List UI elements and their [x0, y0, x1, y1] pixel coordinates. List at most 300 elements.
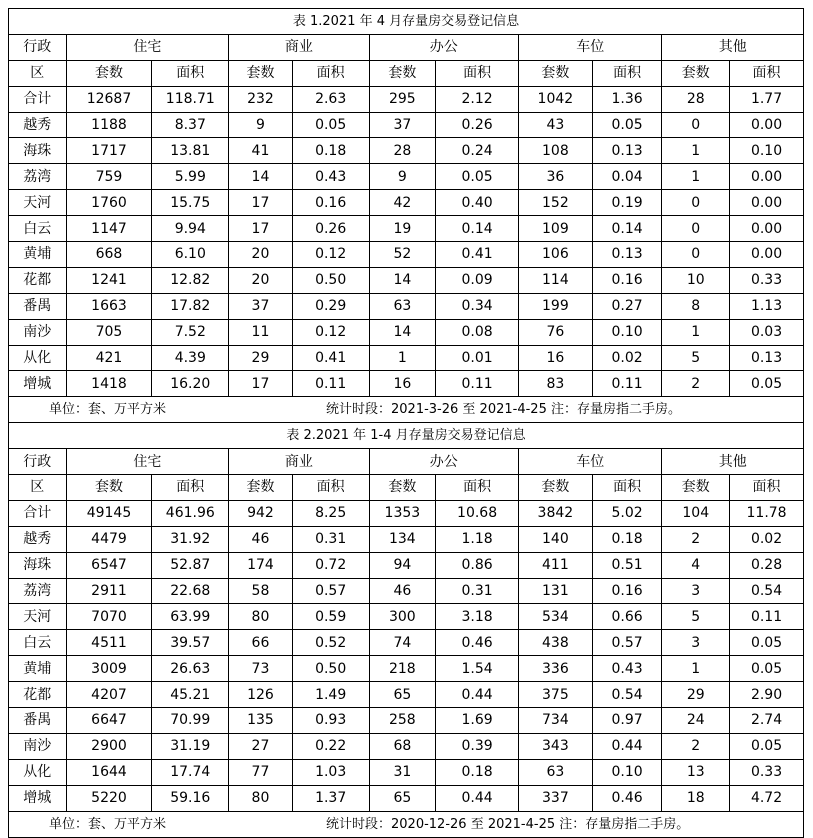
group-header: 商业	[229, 34, 369, 60]
value-cell: 11	[229, 319, 293, 345]
value-cell: 3	[662, 578, 730, 604]
value-cell: 0.34	[436, 293, 519, 319]
value-cell: 0.05	[730, 733, 804, 759]
value-cell: 22.68	[152, 578, 229, 604]
value-cell: 0.44	[436, 682, 519, 708]
table-title-row	[9, 9, 804, 35]
sets-header: 套数	[229, 475, 293, 501]
table-row	[9, 578, 804, 604]
value-cell: 461.96	[152, 500, 229, 526]
area-header: 面积	[292, 60, 369, 86]
sets-header: 套数	[662, 475, 730, 501]
value-cell: 1	[662, 656, 730, 682]
value-cell: 336	[519, 656, 593, 682]
value-cell: 140	[519, 526, 593, 552]
district-cell: 花都	[9, 682, 67, 708]
group-header: 办公	[369, 34, 518, 60]
value-cell: 0.43	[292, 164, 369, 190]
value-cell: 0.04	[592, 164, 662, 190]
group-header: 住宅	[66, 34, 229, 60]
area-header: 面积	[592, 60, 662, 86]
value-cell: 0.24	[436, 138, 519, 164]
table-row	[9, 267, 804, 293]
district-cell: 番禺	[9, 293, 67, 319]
table-title: 表 2.2021 年 1-4 月存量房交易登记信息	[9, 423, 804, 449]
value-cell: 0.26	[292, 216, 369, 242]
area-header: 面积	[152, 475, 229, 501]
value-cell: 9	[369, 164, 436, 190]
value-cell: 0.46	[436, 630, 519, 656]
value-cell: 0.43	[592, 656, 662, 682]
value-cell: 0.01	[436, 345, 519, 371]
area-header: 面积	[436, 60, 519, 86]
value-cell: 0.50	[292, 656, 369, 682]
area-header: 面积	[436, 475, 519, 501]
value-cell: 0.12	[292, 319, 369, 345]
period-note: 统计时段：2021-3-26 至 2021-4-25 注：存量房指二手房。	[326, 402, 681, 418]
value-cell: 0.22	[292, 733, 369, 759]
value-cell: 1644	[66, 759, 152, 785]
value-cell: 108	[519, 138, 593, 164]
value-cell: 232	[229, 86, 293, 112]
value-cell: 4479	[66, 526, 152, 552]
value-cell: 2.12	[436, 86, 519, 112]
value-cell: 2.74	[730, 708, 804, 734]
value-cell: 0.44	[592, 733, 662, 759]
group-header: 车位	[519, 34, 662, 60]
value-cell: 0.00	[730, 112, 804, 138]
value-cell: 1.49	[292, 682, 369, 708]
value-cell: 1042	[519, 86, 593, 112]
value-cell: 0.05	[730, 630, 804, 656]
value-cell: 1	[662, 164, 730, 190]
table-title-row	[9, 423, 804, 449]
value-cell: 0.19	[592, 190, 662, 216]
value-cell: 2	[662, 733, 730, 759]
value-cell: 0.39	[436, 733, 519, 759]
area-header: 面积	[730, 475, 804, 501]
value-cell: 74	[369, 630, 436, 656]
value-cell: 0.44	[436, 785, 519, 811]
value-cell: 8.37	[152, 112, 229, 138]
value-cell: 337	[519, 785, 593, 811]
value-cell: 0.08	[436, 319, 519, 345]
value-cell: 1.69	[436, 708, 519, 734]
value-cell: 63.99	[152, 604, 229, 630]
value-cell: 0.28	[730, 552, 804, 578]
value-cell: 0.09	[436, 267, 519, 293]
value-cell: 2900	[66, 733, 152, 759]
transaction-tables	[8, 8, 804, 838]
district-cell: 海珠	[9, 552, 67, 578]
sets-header: 套数	[369, 475, 436, 501]
value-cell: 16	[369, 371, 436, 397]
value-cell: 2911	[66, 578, 152, 604]
value-cell: 4.72	[730, 785, 804, 811]
value-cell: 9	[229, 112, 293, 138]
value-cell: 0.10	[592, 759, 662, 785]
value-cell: 0.10	[592, 319, 662, 345]
district-cell: 南沙	[9, 733, 67, 759]
value-cell: 258	[369, 708, 436, 734]
value-cell: 0.59	[292, 604, 369, 630]
value-cell: 0.11	[292, 371, 369, 397]
value-cell: 0.50	[292, 267, 369, 293]
value-cell: 77	[229, 759, 293, 785]
value-cell: 134	[369, 526, 436, 552]
value-cell: 0.33	[730, 267, 804, 293]
table-row	[9, 682, 804, 708]
value-cell: 65	[369, 682, 436, 708]
district-cell: 越秀	[9, 526, 67, 552]
group-header: 其他	[662, 449, 804, 475]
value-cell: 1188	[66, 112, 152, 138]
table-row	[9, 604, 804, 630]
value-cell: 174	[229, 552, 293, 578]
value-cell: 1	[662, 138, 730, 164]
value-cell: 0.52	[292, 630, 369, 656]
value-cell: 59.16	[152, 785, 229, 811]
district-cell: 增城	[9, 785, 67, 811]
header-row-metrics	[9, 475, 804, 501]
value-cell: 37	[229, 293, 293, 319]
document	[8, 8, 804, 838]
value-cell: 65	[369, 785, 436, 811]
value-cell: 6.10	[152, 242, 229, 268]
table-row	[9, 138, 804, 164]
region-header-cont: 区	[9, 475, 67, 501]
value-cell: 0.13	[592, 138, 662, 164]
district-cell: 天河	[9, 604, 67, 630]
value-cell: 1.03	[292, 759, 369, 785]
value-cell: 7070	[66, 604, 152, 630]
value-cell: 0.16	[292, 190, 369, 216]
region-header: 行政	[9, 34, 67, 60]
value-cell: 17	[229, 216, 293, 242]
value-cell: 0.02	[592, 345, 662, 371]
header-row-metrics	[9, 60, 804, 86]
value-cell: 0.66	[592, 604, 662, 630]
value-cell: 73	[229, 656, 293, 682]
value-cell: 6547	[66, 552, 152, 578]
sets-header: 套数	[66, 475, 152, 501]
value-cell: 1.77	[730, 86, 804, 112]
value-cell: 19	[369, 216, 436, 242]
table-row	[9, 630, 804, 656]
group-header: 办公	[369, 449, 518, 475]
value-cell: 58	[229, 578, 293, 604]
table-body	[9, 9, 804, 838]
table-row	[9, 242, 804, 268]
value-cell: 0.18	[292, 138, 369, 164]
value-cell: 46	[229, 526, 293, 552]
value-cell: 13.81	[152, 138, 229, 164]
district-cell: 合计	[9, 86, 67, 112]
district-cell: 海珠	[9, 138, 67, 164]
value-cell: 0.57	[592, 630, 662, 656]
value-cell: 0.10	[730, 138, 804, 164]
value-cell: 1.18	[436, 526, 519, 552]
district-cell: 荔湾	[9, 578, 67, 604]
value-cell: 942	[229, 500, 293, 526]
table-footer-row	[9, 811, 804, 837]
table-row	[9, 190, 804, 216]
value-cell: 0	[662, 242, 730, 268]
value-cell: 7.52	[152, 319, 229, 345]
value-cell: 70.99	[152, 708, 229, 734]
value-cell: 0.18	[592, 526, 662, 552]
value-cell: 24	[662, 708, 730, 734]
table-row	[9, 164, 804, 190]
value-cell: 76	[519, 319, 593, 345]
value-cell: 14	[229, 164, 293, 190]
value-cell: 0.03	[730, 319, 804, 345]
table-row	[9, 526, 804, 552]
value-cell: 16	[519, 345, 593, 371]
area-header: 面积	[730, 60, 804, 86]
table-row	[9, 371, 804, 397]
table-row	[9, 293, 804, 319]
value-cell: 0.00	[730, 216, 804, 242]
table-row	[9, 552, 804, 578]
header-row-groups	[9, 34, 804, 60]
value-cell: 4.39	[152, 345, 229, 371]
value-cell: 1.54	[436, 656, 519, 682]
value-cell: 2	[662, 371, 730, 397]
value-cell: 39.57	[152, 630, 229, 656]
value-cell: 0.33	[730, 759, 804, 785]
value-cell: 5.02	[592, 500, 662, 526]
value-cell: 1717	[66, 138, 152, 164]
value-cell: 1147	[66, 216, 152, 242]
value-cell: 29	[662, 682, 730, 708]
value-cell: 135	[229, 708, 293, 734]
table-row	[9, 86, 804, 112]
value-cell: 152	[519, 190, 593, 216]
value-cell: 0.00	[730, 164, 804, 190]
value-cell: 109	[519, 216, 593, 242]
value-cell: 14	[369, 267, 436, 293]
value-cell: 0.97	[592, 708, 662, 734]
value-cell: 8.25	[292, 500, 369, 526]
value-cell: 8	[662, 293, 730, 319]
district-cell: 从化	[9, 345, 67, 371]
value-cell: 0.12	[292, 242, 369, 268]
value-cell: 31.92	[152, 526, 229, 552]
district-cell: 从化	[9, 759, 67, 785]
value-cell: 28	[369, 138, 436, 164]
value-cell: 2.63	[292, 86, 369, 112]
value-cell: 41	[229, 138, 293, 164]
table-row	[9, 656, 804, 682]
value-cell: 218	[369, 656, 436, 682]
value-cell: 0	[662, 190, 730, 216]
value-cell: 0.18	[436, 759, 519, 785]
district-cell: 花都	[9, 267, 67, 293]
value-cell: 734	[519, 708, 593, 734]
value-cell: 300	[369, 604, 436, 630]
value-cell: 37	[369, 112, 436, 138]
value-cell: 83	[519, 371, 593, 397]
value-cell: 13	[662, 759, 730, 785]
value-cell: 3842	[519, 500, 593, 526]
value-cell: 31	[369, 759, 436, 785]
value-cell: 1353	[369, 500, 436, 526]
value-cell: 106	[519, 242, 593, 268]
value-cell: 0.05	[592, 112, 662, 138]
value-cell: 68	[369, 733, 436, 759]
value-cell: 4	[662, 552, 730, 578]
value-cell: 126	[229, 682, 293, 708]
value-cell: 0.16	[592, 267, 662, 293]
district-cell: 增城	[9, 371, 67, 397]
value-cell: 17.82	[152, 293, 229, 319]
table-row	[9, 500, 804, 526]
value-cell: 375	[519, 682, 593, 708]
value-cell: 3.18	[436, 604, 519, 630]
table-footer	[9, 397, 804, 423]
value-cell: 3009	[66, 656, 152, 682]
value-cell: 18	[662, 785, 730, 811]
value-cell: 1663	[66, 293, 152, 319]
table-footer	[9, 811, 804, 837]
value-cell: 63	[369, 293, 436, 319]
value-cell: 0.27	[592, 293, 662, 319]
value-cell: 52	[369, 242, 436, 268]
value-cell: 5	[662, 345, 730, 371]
value-cell: 27	[229, 733, 293, 759]
value-cell: 0	[662, 216, 730, 242]
table-row	[9, 733, 804, 759]
value-cell: 343	[519, 733, 593, 759]
table-row	[9, 345, 804, 371]
value-cell: 10	[662, 267, 730, 293]
value-cell: 0.13	[592, 242, 662, 268]
value-cell: 0.41	[436, 242, 519, 268]
group-header: 商业	[229, 449, 369, 475]
value-cell: 0.31	[292, 526, 369, 552]
group-header: 住宅	[66, 449, 229, 475]
value-cell: 28	[662, 86, 730, 112]
value-cell: 705	[66, 319, 152, 345]
district-cell: 白云	[9, 216, 67, 242]
value-cell: 0.14	[436, 216, 519, 242]
value-cell: 295	[369, 86, 436, 112]
table-row	[9, 112, 804, 138]
value-cell: 1	[662, 319, 730, 345]
area-header: 面积	[152, 60, 229, 86]
value-cell: 0.02	[730, 526, 804, 552]
value-cell: 0.14	[592, 216, 662, 242]
value-cell: 10.68	[436, 500, 519, 526]
value-cell: 0.54	[730, 578, 804, 604]
value-cell: 1760	[66, 190, 152, 216]
value-cell: 0.05	[436, 164, 519, 190]
value-cell: 0.05	[730, 656, 804, 682]
value-cell: 4207	[66, 682, 152, 708]
value-cell: 12687	[66, 86, 152, 112]
value-cell: 0.93	[292, 708, 369, 734]
value-cell: 668	[66, 242, 152, 268]
value-cell: 6647	[66, 708, 152, 734]
value-cell: 5.99	[152, 164, 229, 190]
district-cell: 黄埔	[9, 656, 67, 682]
value-cell: 5	[662, 604, 730, 630]
value-cell: 0.05	[730, 371, 804, 397]
value-cell: 1418	[66, 371, 152, 397]
sets-header: 套数	[519, 60, 593, 86]
value-cell: 0	[662, 112, 730, 138]
value-cell: 36	[519, 164, 593, 190]
value-cell: 1	[369, 345, 436, 371]
value-cell: 0.16	[592, 578, 662, 604]
value-cell: 80	[229, 604, 293, 630]
value-cell: 0.11	[436, 371, 519, 397]
value-cell: 16.20	[152, 371, 229, 397]
value-cell: 0.51	[592, 552, 662, 578]
value-cell: 52.87	[152, 552, 229, 578]
value-cell: 0.31	[436, 578, 519, 604]
value-cell: 20	[229, 242, 293, 268]
value-cell: 0.40	[436, 190, 519, 216]
value-cell: 26.63	[152, 656, 229, 682]
value-cell: 15.75	[152, 190, 229, 216]
value-cell: 0.13	[730, 345, 804, 371]
value-cell: 45.21	[152, 682, 229, 708]
period-note: 统计时段：2020-12-26 至 2021-4-25 注：存量房指二手房。	[326, 816, 690, 832]
value-cell: 49145	[66, 500, 152, 526]
value-cell: 43	[519, 112, 593, 138]
value-cell: 104	[662, 500, 730, 526]
sets-header: 套数	[662, 60, 730, 86]
value-cell: 0.11	[592, 371, 662, 397]
value-cell: 0.41	[292, 345, 369, 371]
district-cell: 天河	[9, 190, 67, 216]
value-cell: 411	[519, 552, 593, 578]
value-cell: 31.19	[152, 733, 229, 759]
value-cell: 0.00	[730, 242, 804, 268]
value-cell: 3	[662, 630, 730, 656]
value-cell: 0.46	[592, 785, 662, 811]
unit-note: 单位：套、万平方米	[49, 402, 167, 418]
value-cell: 42	[369, 190, 436, 216]
value-cell: 9.94	[152, 216, 229, 242]
table-row	[9, 319, 804, 345]
value-cell: 0.26	[436, 112, 519, 138]
value-cell: 1.13	[730, 293, 804, 319]
value-cell: 80	[229, 785, 293, 811]
district-cell: 越秀	[9, 112, 67, 138]
value-cell: 114	[519, 267, 593, 293]
value-cell: 17.74	[152, 759, 229, 785]
sets-header: 套数	[66, 60, 152, 86]
value-cell: 2.90	[730, 682, 804, 708]
district-cell: 黄埔	[9, 242, 67, 268]
value-cell: 421	[66, 345, 152, 371]
value-cell: 11.78	[730, 500, 804, 526]
table-row	[9, 708, 804, 734]
unit-note: 单位：套、万平方米	[49, 816, 167, 832]
value-cell: 199	[519, 293, 593, 319]
value-cell: 63	[519, 759, 593, 785]
value-cell: 46	[369, 578, 436, 604]
value-cell: 66	[229, 630, 293, 656]
value-cell: 0.86	[436, 552, 519, 578]
district-cell: 合计	[9, 500, 67, 526]
value-cell: 0.00	[730, 190, 804, 216]
value-cell: 94	[369, 552, 436, 578]
value-cell: 12.82	[152, 267, 229, 293]
